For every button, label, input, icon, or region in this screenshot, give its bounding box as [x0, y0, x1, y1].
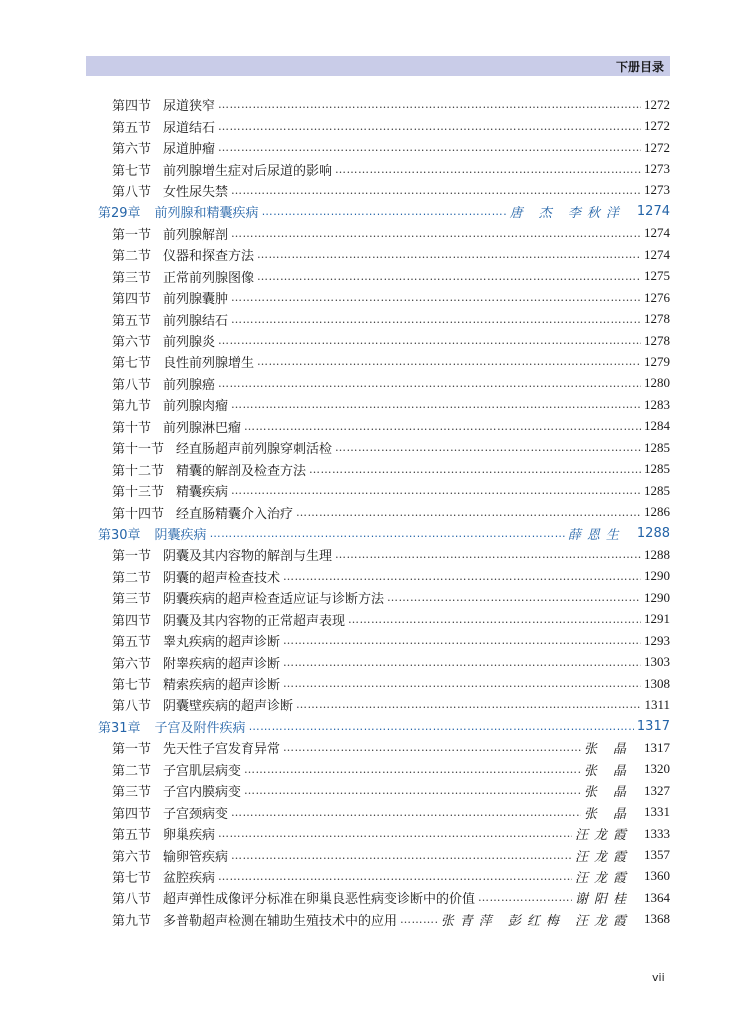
toc-entry-title: 女性尿失禁: [163, 184, 229, 200]
toc-entry-title: 前列腺淋巴瘤: [163, 420, 242, 436]
toc-entry-title: 前列腺癌: [163, 377, 216, 393]
toc-page-number: 1308: [644, 675, 670, 691]
toc-section-number: 第七节: [112, 163, 152, 179]
toc-page-number: 1327: [644, 782, 670, 798]
toc-chapter-row[interactable]: [0, 523, 730, 544]
toc-page-number: 1274: [644, 225, 670, 241]
toc-section-number: 第十三节: [112, 485, 165, 501]
toc-entry-author: 张 晶: [583, 785, 632, 801]
toc-section-number: 第三节: [112, 785, 152, 801]
header-title: 下册目录: [615, 60, 664, 74]
toc-section-number: 第三节: [112, 270, 152, 286]
toc-section-row[interactable]: [0, 630, 730, 651]
toc-page-number: 1273: [644, 161, 670, 177]
toc-section-number: 第三节: [112, 592, 152, 608]
toc-entry-title: 子宫肌层病变: [163, 763, 242, 779]
toc-entry-author: 唐 杰 李秋洋: [509, 206, 625, 222]
toc-section-number: 第八节: [112, 699, 152, 715]
dot-leader: [218, 141, 641, 154]
toc-section-number: 第31章: [98, 720, 141, 736]
dot-leader: [218, 870, 572, 883]
dot-leader: [296, 698, 641, 711]
toc-section-number: 第四节: [112, 806, 152, 822]
toc-page-number: 1283: [644, 396, 670, 412]
dot-leader: [296, 506, 641, 519]
dot-leader: [231, 806, 581, 819]
toc-section-row[interactable]: [0, 480, 730, 501]
dot-leader: [231, 291, 641, 304]
toc-section-number: 第六节: [112, 849, 152, 865]
dot-leader: [218, 120, 641, 133]
dot-leader: [283, 677, 641, 690]
toc-section-number: 第二节: [112, 763, 152, 779]
dot-leader: [244, 763, 581, 776]
dot-leader: [283, 634, 641, 647]
table-of-contents: [0, 94, 730, 930]
toc-page-number: 1272: [644, 96, 670, 112]
toc-entry-author: 张 晶: [583, 763, 632, 779]
toc-page-number: 1331: [644, 804, 670, 820]
toc-page-number: 1364: [644, 889, 670, 905]
toc-entry-title: 盆腔疾病: [163, 870, 216, 886]
toc-section-row[interactable]: [0, 759, 730, 780]
toc-entry-title: 多普勒超声检测在辅助生殖技术中的应用: [163, 913, 398, 929]
toc-page-number: 1317: [644, 739, 670, 755]
toc-section-row[interactable]: [0, 844, 730, 865]
dot-leader: [218, 98, 641, 111]
toc-entry-author: 谢阳桂: [574, 892, 632, 908]
dot-leader: [335, 441, 641, 454]
toc-section-number: 第八节: [112, 377, 152, 393]
toc-section-row[interactable]: [0, 266, 730, 287]
toc-entry-title: 子宫内膜病变: [163, 785, 242, 801]
dot-leader: [400, 913, 438, 926]
toc-entry-title: 阴囊及其内容物的解剖与生理: [163, 549, 333, 565]
toc-section-row[interactable]: [0, 780, 730, 801]
toc-page-number: 1278: [644, 332, 670, 348]
dot-leader: [231, 484, 641, 497]
toc-section-row[interactable]: [0, 180, 730, 201]
toc-page-number: 1303: [644, 654, 670, 670]
toc-entry-author: 张青萍 彭红梅 汪龙霞: [440, 913, 632, 929]
toc-section-number: 第五节: [112, 828, 152, 844]
toc-page-number: 1274: [644, 246, 670, 262]
toc-entry-title: 前列腺和精囊疾病: [154, 206, 259, 222]
dot-leader: [218, 827, 572, 840]
toc-section-number: 第五节: [112, 120, 152, 136]
toc-entry-title: 仪器和探查方法: [163, 249, 255, 265]
toc-section-row[interactable]: [0, 94, 730, 115]
toc-entry-title: 前列腺结石: [163, 313, 229, 329]
toc-section-number: 第十二节: [112, 463, 165, 479]
toc-section-row[interactable]: [0, 416, 730, 437]
toc-page-number: 1288: [636, 525, 670, 541]
toc-entry-title: 阴囊疾病的超声检查适应证与诊断方法: [163, 592, 385, 608]
toc-entry-title: 卵巢疾病: [163, 828, 216, 844]
toc-section-row[interactable]: [0, 694, 730, 715]
toc-entry-title: 前列腺解剖: [163, 227, 229, 243]
dot-leader: [283, 741, 581, 754]
toc-page-number: 1276: [644, 289, 670, 305]
toc-entry-author: 张 晶: [583, 806, 632, 822]
toc-section-number: 第七节: [112, 870, 152, 886]
toc-section-number: 第七节: [112, 356, 152, 372]
toc-section-number: 第二节: [112, 249, 152, 265]
toc-section-row[interactable]: [0, 651, 730, 672]
toc-page-number: 1311: [644, 696, 670, 712]
toc-page-number: 1278: [644, 311, 670, 327]
toc-section-row[interactable]: [0, 544, 730, 565]
toc-section-number: 第六节: [112, 142, 152, 158]
toc-section-row[interactable]: [0, 373, 730, 394]
dot-leader: [309, 463, 641, 476]
toc-section-number: 第十一节: [112, 442, 165, 458]
toc-entry-title: 精囊的解剖及检查方法: [176, 463, 307, 479]
toc-page-number: 1285: [644, 482, 670, 498]
toc-section-number: 第六节: [112, 335, 152, 351]
toc-page-number: 1360: [644, 868, 670, 884]
toc-entry-title: 良性前列腺增生: [163, 356, 255, 372]
toc-section-number: 第30章: [98, 527, 141, 543]
dot-leader: [231, 184, 641, 197]
toc-page-number: 1272: [644, 118, 670, 134]
toc-page-number: 1279: [644, 353, 670, 369]
toc-page-number: 1286: [644, 504, 670, 520]
toc-entry-title: 睾丸疾病的超声诊断: [163, 635, 281, 651]
toc-section-number: 第五节: [112, 313, 152, 329]
dot-leader: [478, 891, 572, 904]
toc-entry-title: 精索疾病的超声诊断: [163, 678, 281, 694]
toc-section-number: 第二节: [112, 570, 152, 586]
toc-section-number: 第十四节: [112, 506, 165, 522]
toc-page-number: 1368: [644, 911, 670, 927]
toc-section-row[interactable]: [0, 244, 730, 265]
toc-entry-title: 尿道狭窄: [163, 99, 216, 115]
dot-leader: [218, 377, 641, 390]
toc-section-row[interactable]: [0, 351, 730, 372]
dot-leader: [249, 720, 634, 733]
dot-leader: [231, 227, 641, 240]
toc-section-row[interactable]: [0, 308, 730, 329]
toc-page-number: 1288: [644, 546, 670, 562]
dot-leader: [335, 548, 641, 561]
toc-entry-author: 张 晶: [583, 742, 632, 758]
toc-section-row[interactable]: [0, 394, 730, 415]
dot-leader: [283, 570, 641, 583]
toc-page-number: 1285: [644, 439, 670, 455]
toc-section-row[interactable]: [0, 737, 730, 758]
page-number: vii: [652, 971, 665, 984]
toc-entry-title: 前列腺炎: [163, 335, 216, 351]
toc-page-number: 1290: [644, 568, 670, 584]
toc-section-row[interactable]: [0, 287, 730, 308]
toc-entry-title: 尿道肿瘤: [163, 142, 216, 158]
dot-leader: [244, 420, 641, 433]
dot-leader: [348, 613, 641, 626]
toc-page-number: 1293: [644, 632, 670, 648]
toc-entry-title: 子宫颈病变: [163, 806, 229, 822]
toc-section-row[interactable]: [0, 609, 730, 630]
toc-section-row[interactable]: [0, 330, 730, 351]
toc-page-number: 1274: [636, 204, 670, 220]
toc-section-number: 第六节: [112, 656, 152, 672]
toc-section-row[interactable]: [0, 137, 730, 158]
toc-page-number: 1273: [644, 182, 670, 198]
dot-leader: [231, 398, 641, 411]
dot-leader: [262, 205, 507, 218]
toc-entry-author: 汪龙霞: [574, 828, 632, 844]
toc-entry-title: 前列腺囊肿: [163, 292, 229, 308]
toc-entry-title: 输卵管疾病: [163, 849, 229, 865]
toc-section-row[interactable]: [0, 501, 730, 522]
toc-section-row[interactable]: [0, 566, 730, 587]
toc-section-row[interactable]: [0, 673, 730, 694]
toc-entry-title: 阴囊的超声检查技术: [163, 570, 281, 586]
toc-entry-title: 阴囊壁疾病的超声诊断: [163, 699, 294, 715]
toc-section-row[interactable]: [0, 437, 730, 458]
toc-section-row[interactable]: [0, 115, 730, 136]
toc-page-number: 1284: [644, 418, 670, 434]
toc-section-row[interactable]: [0, 887, 730, 908]
toc-section-number: 第四节: [112, 613, 152, 629]
toc-section-number: 第十节: [112, 420, 152, 436]
toc-entry-title: 尿道结石: [163, 120, 216, 136]
toc-section-row[interactable]: [0, 909, 730, 930]
toc-page-number: 1272: [644, 139, 670, 155]
header-bar: [86, 56, 670, 76]
toc-entry-title: 经直肠超声前列腺穿刺活检: [176, 442, 333, 458]
toc-section-number: 第五节: [112, 635, 152, 651]
dot-leader: [283, 656, 641, 669]
dot-leader: [231, 849, 572, 862]
toc-entry-author: 汪龙霞: [574, 870, 632, 886]
toc-entry-title: 超声弹性成像评分标准在卵巢良恶性病变诊断中的价值: [163, 892, 476, 908]
toc-section-row[interactable]: [0, 801, 730, 822]
toc-section-row[interactable]: [0, 587, 730, 608]
toc-section-number: 第一节: [112, 742, 152, 758]
toc-entry-title: 先天性子宫发育异常: [163, 742, 281, 758]
toc-entry-title: 阴囊及其内容物的正常超声表现: [163, 613, 346, 629]
toc-page-number: 1290: [644, 589, 670, 605]
dot-leader: [257, 355, 641, 368]
toc-section-number: 第七节: [112, 678, 152, 694]
toc-entry-title: 阴囊疾病: [154, 527, 207, 543]
toc-section-number: 第九节: [112, 913, 152, 929]
toc-entry-title: 附睾疾病的超声诊断: [163, 656, 281, 672]
toc-section-number: 第八节: [112, 892, 152, 908]
toc-section-number: 第四节: [112, 99, 152, 115]
toc-section-number: 第一节: [112, 549, 152, 565]
toc-chapter-row[interactable]: [0, 201, 730, 222]
dot-leader: [257, 270, 641, 283]
toc-section-row[interactable]: [0, 458, 730, 479]
toc-page-number: 1275: [644, 268, 670, 284]
toc-page-number: 1285: [644, 461, 670, 477]
toc-page-number: 1320: [644, 761, 670, 777]
toc-entry-title: 子宫及附件疾病: [154, 720, 246, 736]
toc-page-number: 1317: [636, 718, 670, 734]
dot-leader: [335, 163, 641, 176]
dot-leader: [218, 334, 641, 347]
dot-leader: [387, 591, 641, 604]
toc-section-row[interactable]: [0, 866, 730, 887]
toc-entry-author: 薛恩生: [567, 527, 625, 543]
toc-section-number: 第一节: [112, 227, 152, 243]
toc-page-number: 1357: [644, 847, 670, 863]
dot-leader: [210, 527, 565, 540]
toc-entry-author: 汪龙霞: [574, 849, 632, 865]
toc-entry-title: 前列腺增生症对后尿道的影响: [163, 163, 333, 179]
toc-chapter-row[interactable]: [0, 716, 730, 737]
toc-section-row[interactable]: [0, 823, 730, 844]
dot-leader: [231, 313, 641, 326]
toc-entry-title: 前列腺肉瘤: [163, 399, 229, 415]
dot-leader: [257, 248, 641, 261]
toc-page-number: 1291: [644, 611, 670, 627]
toc-section-number: 第29章: [98, 206, 141, 222]
toc-section-number: 第八节: [112, 184, 152, 200]
toc-page-number: 1333: [644, 825, 670, 841]
toc-page-number: 1280: [644, 375, 670, 391]
dot-leader: [244, 784, 581, 797]
toc-section-row[interactable]: [0, 158, 730, 179]
toc-section-number: 第四节: [112, 292, 152, 308]
toc-entry-title: 经直肠精囊介入治疗: [176, 506, 294, 522]
toc-section-row[interactable]: [0, 223, 730, 244]
toc-entry-title: 精囊疾病: [176, 485, 229, 501]
toc-entry-title: 正常前列腺图像: [163, 270, 255, 286]
toc-section-number: 第九节: [112, 399, 152, 415]
